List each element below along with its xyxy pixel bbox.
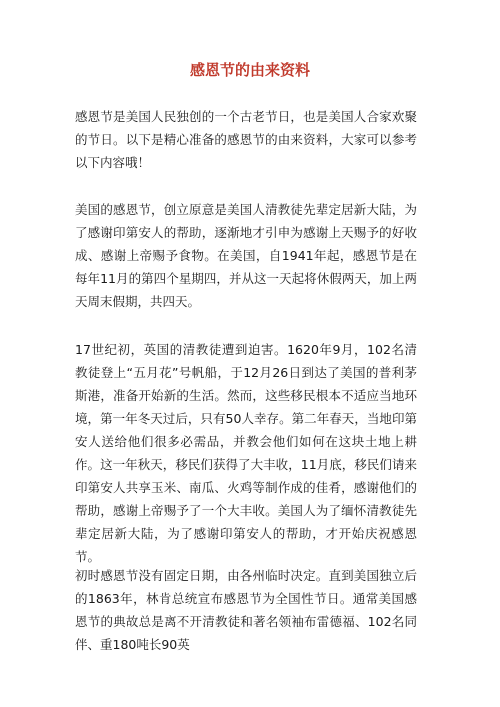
paragraph-intro: 感恩节是美国人民独创的一个古老节日，也是美国人合家欢聚的节日。以下是精心准备的感恩节的由来资料，大家可以参考以下内容哦！ bbox=[75, 109, 417, 170]
paragraph-origin: 美国的感恩节，创立原意是美国人清教徒先辈定居新大陆，为了感谢印第安人的帮助，逐渐地才引申为感谢上天赐予的好收成、感谢上帝赐予食物。在美国，自1941年起，感恩节是在每年11月的第四个星期四，并从这一天起将休假两天，加上两天周末假期，共四天。 bbox=[75, 202, 417, 309]
paragraph-date: 初时感恩节没有固定日期，由各州临时决定。直到美国独立后的1863年，林肯总统宣布感恩节为全国性节日。通常美国感恩节的典故总是离不开清教徒和著名领袖布雷德福、102名同伴、重180吨长90英 bbox=[75, 568, 417, 652]
paragraph-history: 17世纪初，英国的清教徒遭到迫害。1620年9月，102名清教徒登上“五月花”号帆船，于12月26日到达了美国的普利茅斯港，准备开始新的生活。然而，这些移民根本不适应当地环境，第一年冬天过后，只有50人幸存。第二年春天，当地印第安人送给他们很多必需品，并教会他们如何在这块土地上耕作。这一年秋天，移民们获得了大丰收，11月底，移民们请来印第安人共享玉米、南瓜、火鸡等制作成的佳肴，感谢他们的帮助，感谢上帝赐予了一个大丰收。美国人为了缅怀清教徒先辈定居新大陆，为了感谢印第安人的帮助，才开始庆祝感恩节。 bbox=[75, 342, 417, 564]
document-title: 感恩节的由来资料 bbox=[189, 61, 310, 79]
